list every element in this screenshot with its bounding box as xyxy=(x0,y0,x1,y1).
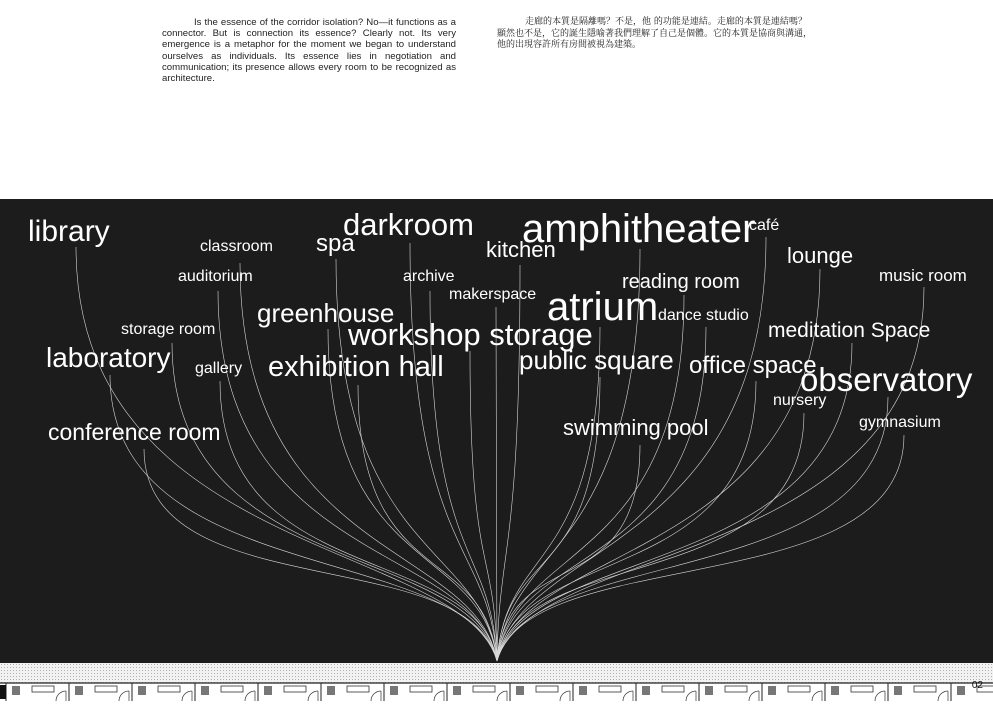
room-label-makerspace: makerspace xyxy=(449,286,537,303)
room-label-atrium: atrium xyxy=(547,285,659,329)
connector-line-nursery xyxy=(497,413,804,661)
room-label-conference-room: conference room xyxy=(48,419,221,445)
room-label-kitchen: kitchen xyxy=(486,237,556,262)
connector-line-conference-room xyxy=(144,449,497,661)
connector-line-gallery xyxy=(220,381,497,661)
room-label-greenhouse: greenhouse xyxy=(257,298,395,328)
room-label-gallery: gallery xyxy=(195,360,243,377)
chinese-paragraph: 走廊的本質是隔離嗎？不是，他 的功能是連結。走廊的本質是連結嗎？顯然也不是，它的誕生隱喻著我們理解了自己是個體。它的本質是協商與溝通，他的出現容許所有房間被視為建築。 xyxy=(497,17,813,50)
room-label-public-square: public square xyxy=(519,345,674,375)
room-label-nursery: nursery xyxy=(773,392,827,409)
room-label-workshop-storage: workshop storage xyxy=(348,317,593,352)
page-number: 02 xyxy=(971,680,983,691)
room-label-music-room: music room xyxy=(879,266,967,285)
room-label-lounge: lounge xyxy=(787,243,854,268)
connector-line-dance-studio xyxy=(497,327,706,661)
connector-line-gymnasium xyxy=(497,435,904,661)
room-label-laboratory: laboratory xyxy=(46,342,171,373)
room-label-meditation-space: meditation Space xyxy=(768,319,931,342)
room-label-dance-studio: dance studio xyxy=(658,307,749,324)
corridor-diagram-panel xyxy=(0,199,993,663)
room-label-storage-room: storage room xyxy=(121,321,216,338)
room-label-spa: spa xyxy=(316,230,355,257)
english-paragraph: Is the essence of the corridor isolation? No—it functions as a connector. But is connection its essence? Clearly not. Its very emergence is a metaphor for the moment we began to understand ourselves as individuals. Its essence lies in negotiation and communication; its presence allows every room to be recognized as architecture. xyxy=(162,17,456,85)
corridor-band xyxy=(0,663,993,683)
room-label-swimming-pool: swimming pool xyxy=(563,415,709,440)
room-label-amphitheater: amphitheater xyxy=(522,207,756,251)
floor-plan-strip xyxy=(0,663,993,701)
room-label-gymnasium: gymnasium xyxy=(859,414,941,431)
connector-line-meditation-space xyxy=(497,343,852,661)
room-label-observatory: observatory xyxy=(800,361,973,398)
room-label-archive: archive xyxy=(403,268,455,285)
room-label-classroom: classroom xyxy=(200,238,273,255)
room-label-cafe: café xyxy=(749,217,780,234)
room-label-library: library xyxy=(28,215,110,248)
connector-line-storage-room xyxy=(172,343,497,661)
room-label-office-space: office space xyxy=(689,352,817,379)
room-label-darkroom: darkroom xyxy=(343,207,474,242)
corridor-floor-plan xyxy=(0,663,993,701)
room-label-reading-room: reading room xyxy=(622,271,740,293)
connector-line-laboratory xyxy=(110,375,497,661)
room-label-exhibition-hall: exhibition hall xyxy=(268,351,444,383)
room-label-auditorium: auditorium xyxy=(178,268,253,285)
connector-line-makerspace xyxy=(496,307,497,661)
